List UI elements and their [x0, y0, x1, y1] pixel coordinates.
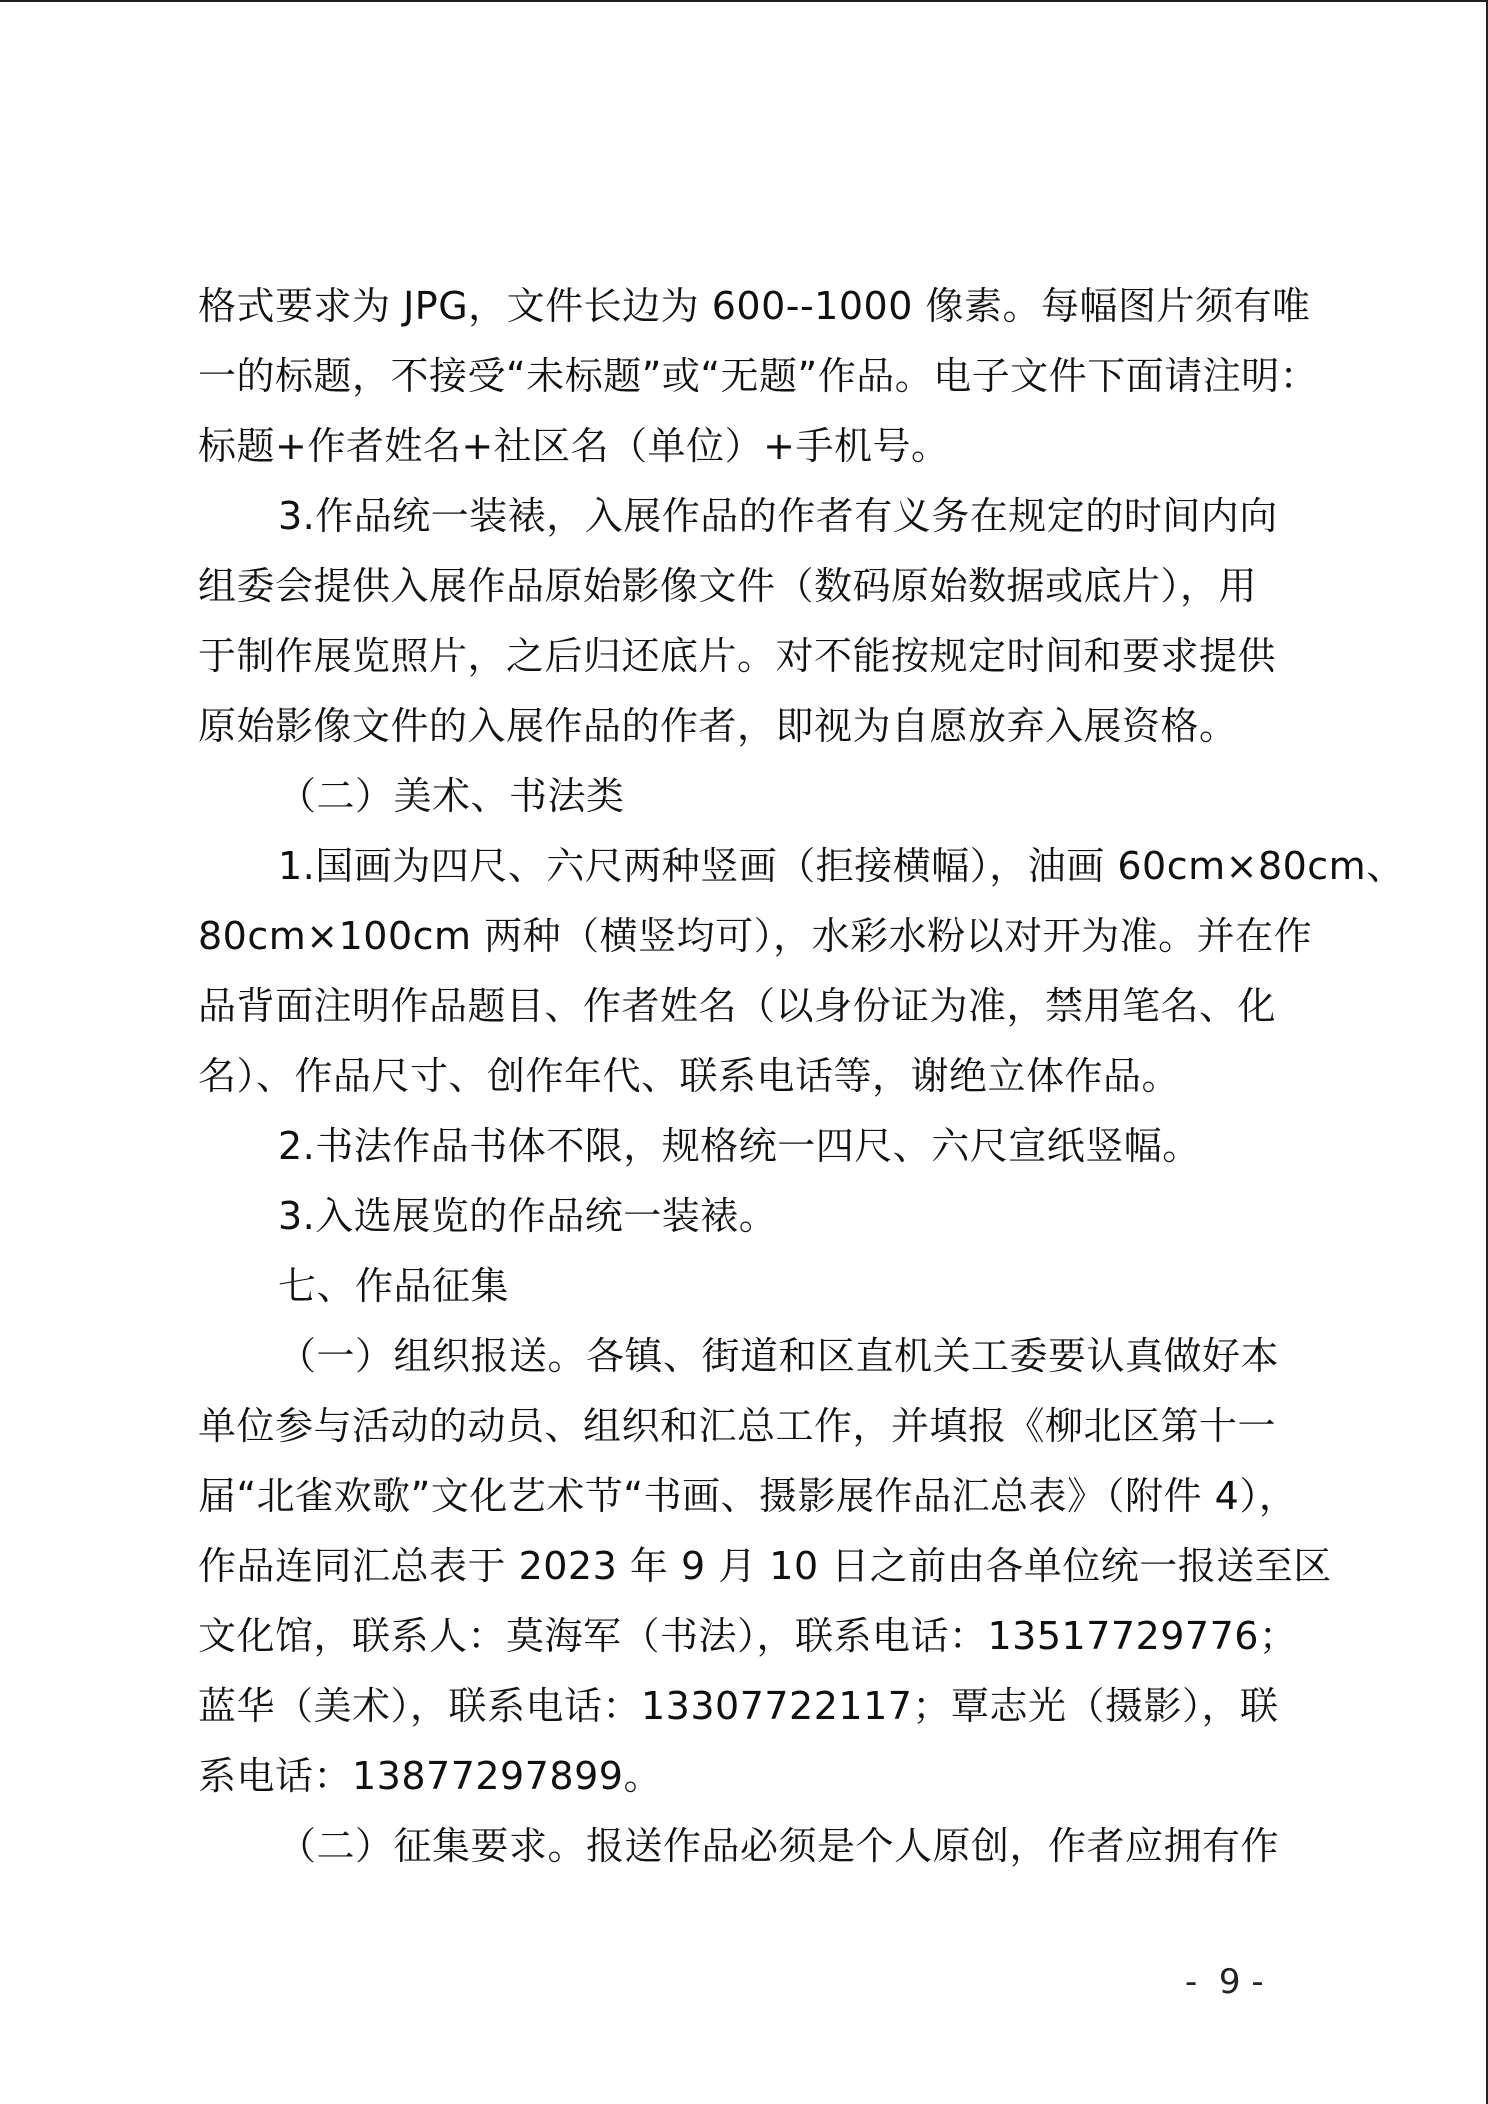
text-line-18: 届“北雀欢歌”文化艺术节“书画、摄影展作品汇总表》（附件 4），	[198, 1474, 1298, 1518]
text-line-21: 蓝华（美术），联系电话：13307722117；覃志光（摄影），联	[198, 1684, 1279, 1728]
text-line-13: 2.书法作品书体不限，规格统一四尺、六尺宣纸竖幅。	[278, 1124, 1201, 1168]
page-border-top	[0, 0, 1488, 2]
text-line-5: 组委会提供入展作品原始影像文件（数码原始数据或底片），用	[198, 564, 1258, 608]
text-line-12: 名）、作品尺寸、创作年代、联系电话等，谢绝立体作品。	[198, 1054, 1181, 1098]
text-line-9: 1.国画为四尺、六尺两种竖画（拒接横幅），油画 60cm×80cm、	[278, 844, 1405, 888]
text-line-6: 于制作展览照片，之后归还底片。对不能按规定时间和要求提供	[198, 634, 1277, 678]
text-line-16: （一）组织报送。各镇、街道和区直机关工委要认真做好本	[278, 1334, 1280, 1378]
text-line-3: 标题+作者姓名+社区名（单位）+手机号。	[198, 424, 950, 468]
section-heading-collection: 七、作品征集	[278, 1264, 510, 1308]
section-heading-art-calligraphy: （二）美术、书法类	[278, 774, 625, 818]
text-line-4: 3.作品统一装裱，入展作品的作者有义务在规定的时间内向	[278, 494, 1278, 538]
text-line-20: 文化馆，联系人：莫海军（书法），联系电话：13517729776；	[198, 1614, 1298, 1658]
text-line-1: 格式要求为 JPG，文件长边为 600--1000 像素。每幅图片须有唯	[198, 284, 1311, 328]
page-number: - 9 -	[1185, 1962, 1264, 2002]
text-line-17: 单位参与活动的动员、组织和汇总工作，并填报《柳北区第十一	[198, 1404, 1277, 1448]
text-line-2: 一的标题，不接受“未标题”或“无题”作品。电子文件下面请注明：	[198, 354, 1319, 398]
text-line-10: 80cm×100cm 两种（横竖均可），水彩水粉以对开为准。并在作	[198, 914, 1313, 958]
text-line-23: （二）征集要求。报送作品必须是个人原创，作者应拥有作	[278, 1824, 1280, 1868]
text-line-14: 3.入选展览的作品统一装裱。	[278, 1194, 778, 1238]
text-line-22: 系电话：13877297899。	[198, 1754, 662, 1798]
text-line-7: 原始影像文件的入展作品的作者，即视为自愿放弃入展资格。	[198, 704, 1238, 748]
text-line-19: 作品连同汇总表于 2023 年 9 月 10 日之前由各单位统一报送至区	[198, 1544, 1332, 1588]
text-line-11: 品背面注明作品题目、作者姓名（以身份证为准，禁用笔名、化	[198, 984, 1277, 1028]
